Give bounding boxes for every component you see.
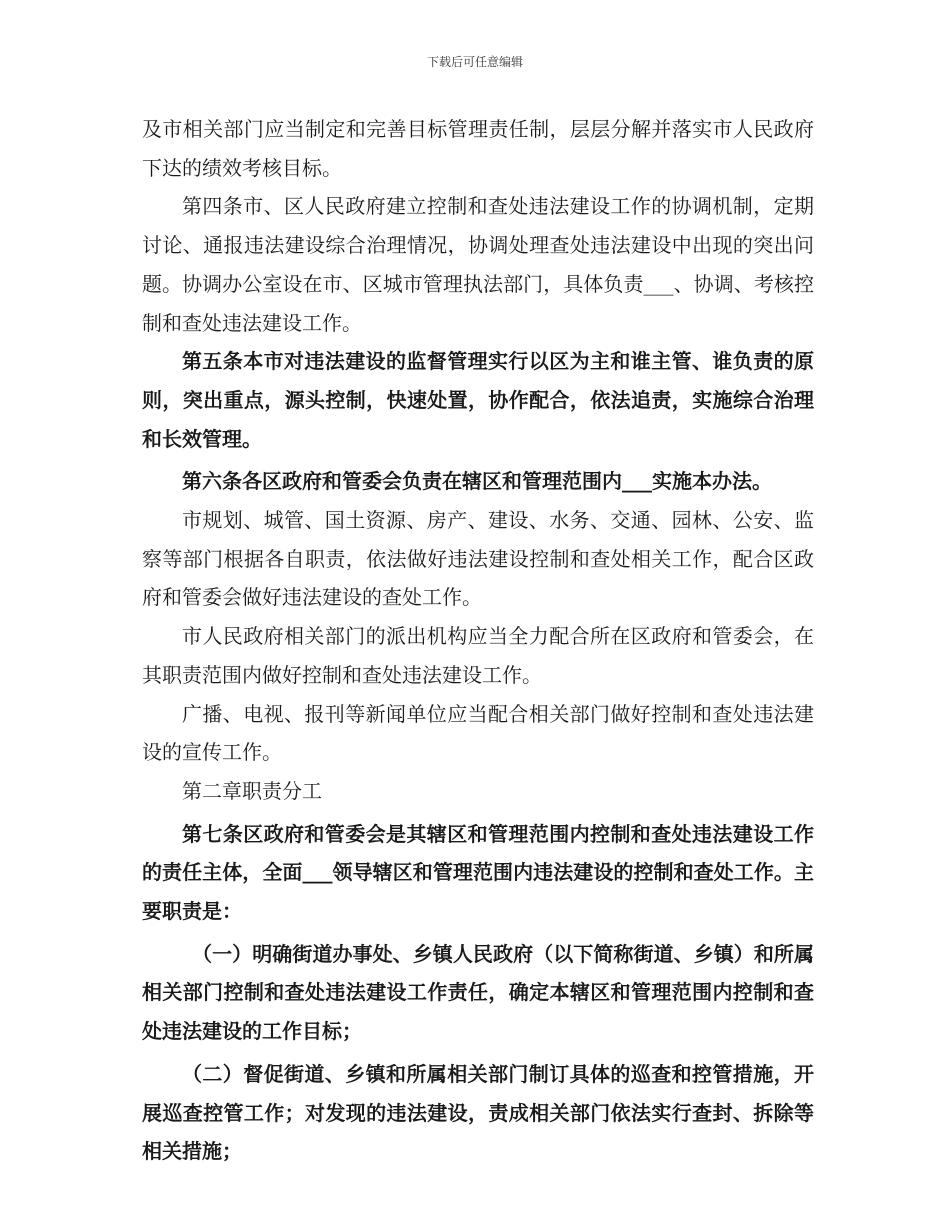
article-6: 第六条各区政府和管委会负责在辖区和管理范围内___实施本办法。	[182, 469, 772, 494]
article-6-media: 广播、电视、报刊等新闻单位应当配合相关部门做好控制和查处违法建设的宣传工作。	[142, 701, 814, 765]
article-4: 第四条市、区人民政府建立控制和查处违法建设工作的协调机制，定期讨论、通报违法建设综合治理情况，协调处理查处违法建设中出现的突出问题。协调办公室设在市、区城市管理执法部门，具体负责___、协调、考核控制和查处违法建设工作。	[142, 194, 814, 335]
document-body	[142, 110, 814, 1171]
article-7-item-1: （一）明确街道办事处、乡镇人民政府（以下简称街道、乡镇）和所属相关部门控制和查处违法建设工作责任，确定本辖区和管理范围内控制和查处违法建设的工作目标；	[142, 941, 814, 1044]
article-7-item-2: （二）督促街道、乡镇和所属相关部门制订具体的巡查和控管措施，开展巡查控管工作；对发现的违法建设，责成相关部门依法实行查封、拆除等相关措施；	[142, 1061, 814, 1164]
article-5: 第五条本市对违法建设的监督管理实行以区为主和谁主管、谁负责的原则，突出重点，源头控制，快速处置，协作配合，依法追责，实施综合治理和长效管理。	[142, 349, 814, 451]
paragraph-continuation: 及市相关部门应当制定和完善目标管理责任制，层层分解并落实市人民政府下达的绩效考核目标。	[142, 117, 814, 180]
article-6-departments: 市规划、城管、国土资源、房产、建设、水务、交通、园林、公安、监察等部门根据各自职责，依法做好违法建设控制和查处相关工作，配合区政府和管委会做好违法建设的查处工作。	[142, 508, 814, 610]
page-header: 下载后可任意编辑	[426, 55, 523, 69]
article-6-agencies: 市人民政府相关部门的派出机构应当全力配合所在区政府和管委会，在其职责范围内做好控制和查处违法建设工作。	[142, 624, 814, 687]
chapter-2-title: 第二章职责分工	[182, 778, 322, 803]
article-7: 第七条区政府和管委会是其辖区和管理范围内控制和查处违法建设工作的责任主体，全面___领导辖区和管理范围内违法建设的控制和查处工作。主要职责是：	[142, 821, 814, 924]
